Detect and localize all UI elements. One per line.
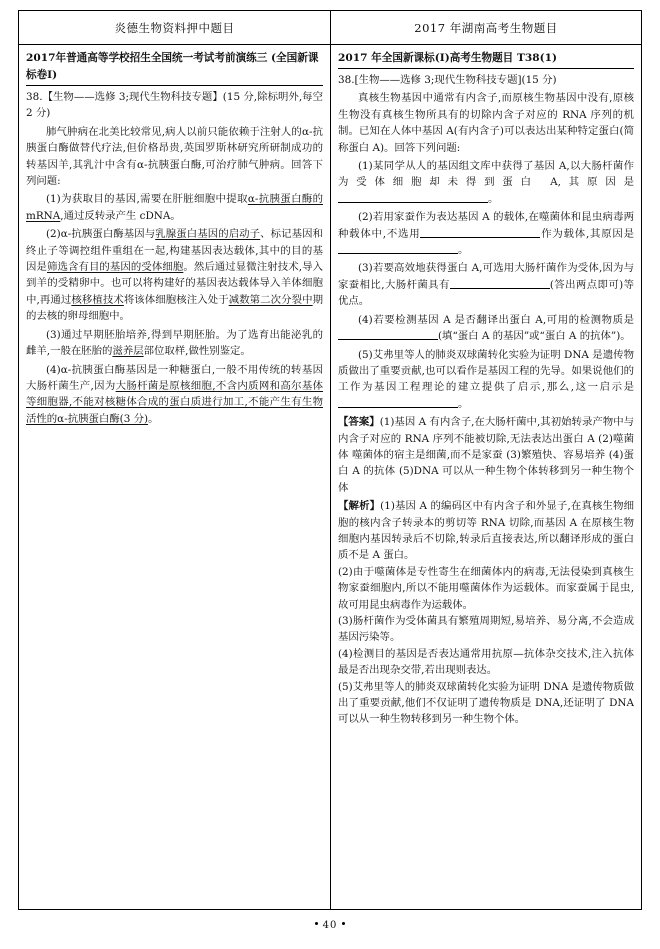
left-answer-3: 滋养层 xyxy=(112,345,144,358)
table-body-row xyxy=(19,45,641,909)
right-analysis-block xyxy=(338,498,634,728)
table-header-row xyxy=(19,11,641,45)
fill-blank-4[interactable] xyxy=(338,328,438,340)
left-paragraph-4: (4)α-抗胰蛋白酶基因是一种糖蛋白,一般不用传统的转基因大肠杆菌生产,因为大肠杆菌是原核细胞,不含内质网和高尔基体等细胞器,不能对核糖体合成的蛋白质进行加工,不能产生有生物活性的α-抗胰蛋白酶(3 分)。 xyxy=(26,363,323,425)
footer-dot-right xyxy=(342,922,345,925)
fill-blank-2b[interactable] xyxy=(338,242,458,254)
left-answer-4: 大肠杆菌是原核细胞,不含内质网和高尔基体等细胞器,不能对核糖体合成的蛋白质进行加工,不能产生有生物活性的α-抗胰蛋白酶(3 分) xyxy=(26,379,323,425)
left-question-stem: 【生物——选修 3;现代生物科技专题】(15 分,除标明外,每空 2 分) xyxy=(26,91,323,120)
fill-blank-5[interactable] xyxy=(338,396,458,408)
right-source-title: 2017 年全国新课标(Ⅰ)高考生物题目 T38(1) xyxy=(338,50,634,69)
right-question-number: 38. xyxy=(338,74,355,86)
right-question-stem: [生物——选修 3;现代生物科技专题](15 分) xyxy=(354,74,557,86)
left-question-header xyxy=(26,89,323,122)
left-answer-2c: 核移植技术 xyxy=(71,293,124,306)
answer-text: (1)基因 A 有内含子,在大肠杆菌中,其初始转录产物中与内含子对应的 RNA 序列不能被切除,无法表达出蛋白 A (2)噬菌体 噬菌体的宿主是细菌,而不是家蚕 (3)繁殖快、容易培养 (4)蛋白 A 的抗体 (5)DNA 可以从一种生物个体转移到另一种生物个体 xyxy=(338,416,635,494)
fill-blank-3[interactable] xyxy=(450,277,550,289)
page-footer xyxy=(0,920,660,931)
left-answer-1: α-抗胰蛋白酶的 mRNA xyxy=(26,193,323,222)
left-paragraph-3: (3)通过早期胚胎培养,得到早期胚胎。为了选育出能泌乳的雌羊,一般在胚胎的滋养层部位取样,做性别鉴定。 xyxy=(26,328,323,358)
analysis-text: (1)基因 A 的编码区中有内含子和外显子,在真核生物细胞的核内含子转录本的剪切等 RNA 切除,而基因 A 在原核生物细胞内基因转录后不切除,转录后直接表达,所以翻译形成的蛋白质不是 A 蛋白。 (2)由于噬菌体是专性寄生在细菌体内的病毒,无法侵染到真核生物家蚕细胞内,所以不能用噬菌体作为运载体。而家蚕属于昆虫,故可用昆虫病毒作为运载体。 (3)肠杆菌作为受体菌具有繁殖周期短,易培养、易分离,不会造成基因污染等。 (4)检测目的基因是否表达通常用抗原—抗体杂交技术,注入抗体最是否出现杂交带,若出现则表达。 (5)艾弗里等人的肺炎双球菌转化实验为证明 DNA 是遗传物质做出了重要贡献,他们不仅证明了遗传物质是 DNA,还证明了 DNA 可以从一种生物转移到另一种生物个体。 xyxy=(338,500,634,726)
right-paragraph-3: (3)若要高效地获得蛋白 A,可选用大肠杆菌作为受体,因为与家蚕相比,大肠杆菌具有 (答出两点即可)等优点。 xyxy=(338,262,634,308)
fill-blank-2a[interactable] xyxy=(420,226,540,238)
page-frame xyxy=(18,10,642,910)
right-paragraph-2: (2)若用家蚕作为表达基因 A 的载体,在噬菌体和昆虫病毒两种载体中,不选用 作为载体,其原因是。 xyxy=(338,211,634,257)
left-column xyxy=(19,45,331,909)
right-question-header xyxy=(338,72,634,88)
left-answer-2d: 减数第二次分裂中 xyxy=(228,293,313,306)
right-paragraph-4: (4)若要检测基因 A 是否翻译出蛋白 A,可用的检测物质是(填“蛋白 A 的基因”或“蛋白 A 的抗体”)。 xyxy=(338,312,634,345)
right-paragraph-0: 真核生物基因中通常有内含子,而原核生物基因中没有,原核生物没有真核生物所具有的切除内含子对应的 RNA 序列的机制。已知在人体中基因 A(有内含子)可以表达出某种特定蛋白(简称蛋白 A)。回答下列问题: xyxy=(338,92,634,154)
header-left-title: 炎德生物资料押中题目 xyxy=(19,11,331,44)
right-paragraph-1: (1)某同学从人的基因组文库中获得了基因 A,以大肠杆菌作为受体细胞却未得到蛋白 A,其原因是。 xyxy=(338,160,634,205)
left-question-number: 38. xyxy=(26,91,43,103)
page-number: 40 xyxy=(322,920,338,931)
footer-dot-left xyxy=(315,922,318,925)
fill-blank-1[interactable] xyxy=(338,191,488,203)
right-answer-block xyxy=(338,414,634,496)
analysis-label: 【解析】 xyxy=(338,500,381,513)
left-answer-2a: 乳腺蛋白基因的启动子 xyxy=(155,228,261,241)
answer-label: 【答案】 xyxy=(338,416,380,429)
right-paragraph-5: (5)艾弗里等人的肺炎双球菌转化实验为证明 DNA 是遗传物质做出了重要贡献,也可以看作是基因工程的先导。如果说他们的工作为基因工程理论的建立提供了启示,那么,这一启示是。 xyxy=(338,348,634,410)
left-answer-2b: 筛选含有目的基因的受体细胞 xyxy=(46,261,184,274)
left-paragraph-0-text: 肺气肿病在北美比较常见,病人以前只能依赖于注射人的α-抗胰蛋白酶做替代疗法,但价格昂贵,英国罗斯林研究所研制成功的转基因羊,其乳汁中含有α-抗胰蛋白酶,可治疗肺气肿病。回答下列问题: xyxy=(26,125,323,188)
header-right-title: 2017 年湖南高考生物题目 xyxy=(414,20,558,35)
left-source-title: 2017年普通高等学校招生全国统一考试考前演练三 (全国新课标卷Ⅰ) xyxy=(26,50,323,86)
left-paragraph-2: (2)α-抗胰蛋白酶基因与乳腺蛋白基因的启动子、标记基因和终止子等调控组件重组在一起,构建基因表达载体,其中的目的基因是筛选含有目的基因的受体细胞。然后通过显微注射技术,导入到羊的受精卵中。也可以将构建好的基因表达载体导入羊体细胞中,再通过核移植技术将该体细胞核注入处于减数第二次分裂中期的去核的卵母细胞中。 xyxy=(26,228,324,323)
left-paragraph-0 xyxy=(26,124,323,190)
left-paragraph-1: (1)为获取目的基因,需要在肝脏细胞中提取α-抗胰蛋白酶的 mRNA,通过反转录产生 cDNA。 xyxy=(26,193,323,222)
right-column xyxy=(331,45,641,909)
